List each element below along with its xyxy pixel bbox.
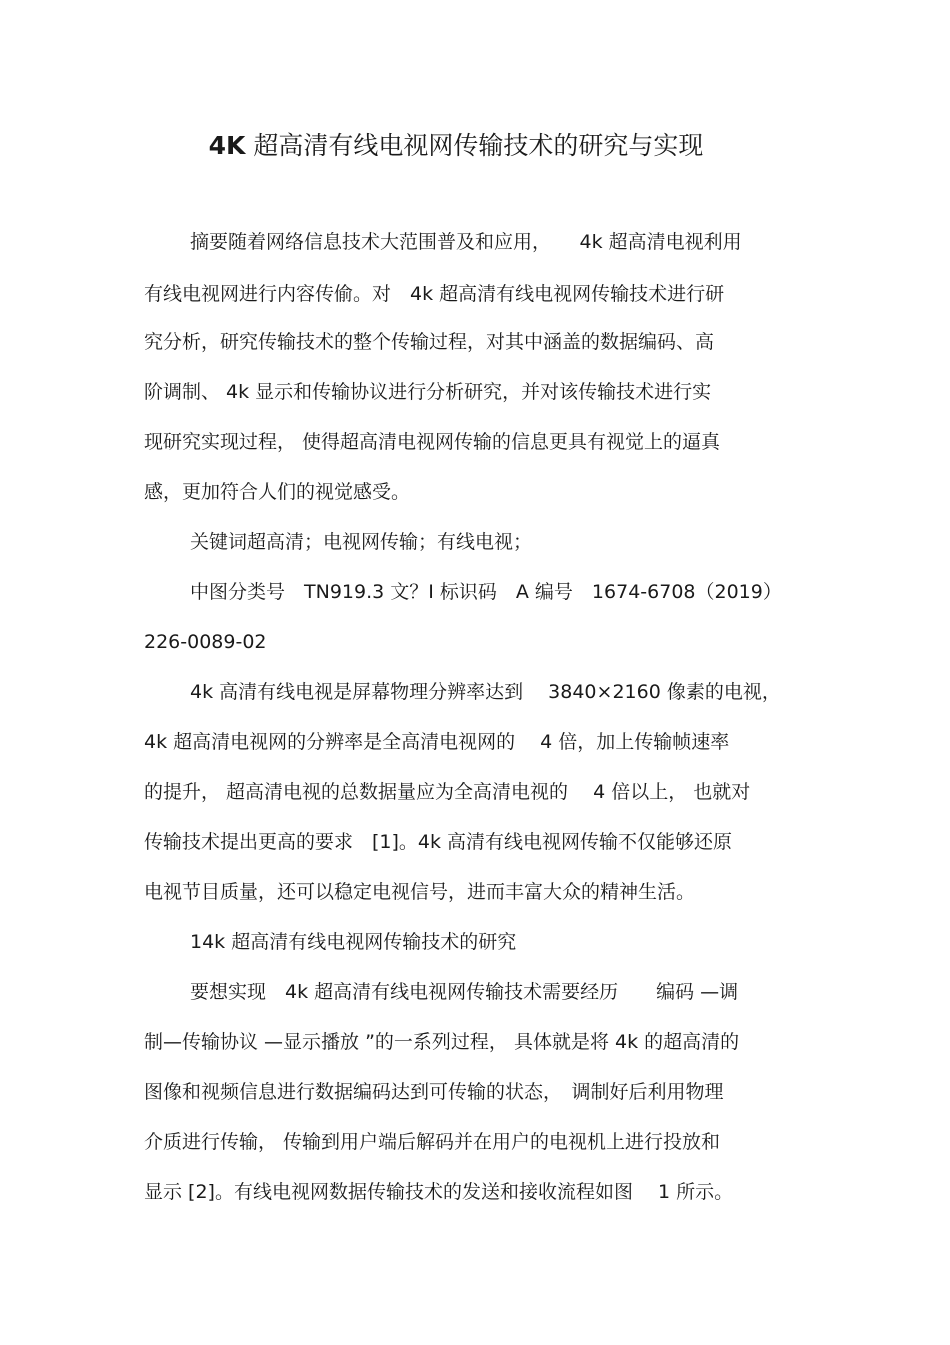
body-line: 传输技术提出更高的要求 [1]。4k 高清有线电视网传输不仅能够还原 [144,831,733,853]
body-line: 4k 高清有线电视是屏幕物理分辨率达到 3840×2160 像素的电视， [190,681,781,703]
body-line: 的提升， 超高清电视的总数据量应为全高清电视的 4 倍以上， 也就对 [144,781,751,803]
abstract-line: 现研究实现过程， 使得超高清电视网传输的信息更具有视觉上的逼真 [144,431,721,453]
body-line: 制—传输协议 —显示播放 ”的一系列过程， 具体就是将 4k 的超高清的 [144,1031,740,1053]
abstract-line: 阶调制、 4k 显示和传输协议进行分析研究，并对该传输技术进行实 [144,381,712,403]
classification-line: 226-0089-02 [144,631,267,653]
title-lead: 4K [208,131,246,160]
section-heading: 14k 超高清有线电视网传输技术的研究 [190,931,517,953]
title-text: 超高清有线电视网传输技术的研究与实现 [253,131,704,160]
body-line: 显示 [2]。有线电视网数据传输技术的发送和接收流程如图 1 所示。 [144,1181,734,1203]
body-line: 介质进行传输， 传输到用户端后解码并在用户的电视机上进行投放和 [144,1131,721,1153]
body-line: 要想实现 4k 超高清有线电视网传输技术需要经历 编码 —调 [190,981,739,1003]
document-title [0,126,912,166]
abstract-line: 有线电视网进行内容传偷。对 4k 超高清有线电视网传输技术进行研 [144,283,725,305]
body-line: 电视节目质量，还可以稳定电视信号，进而丰富大众的精神生活。 [144,881,696,903]
abstract-line: 究分析，研究传输技术的整个传输过程，对其中涵盖的数据编码、高 [144,331,715,353]
abstract-line: 感，更加符合人们的视觉感受。 [144,481,411,503]
abstract-line: 摘要随着网络信息技术大范围普及和应用， 4k 超高清电视利用 [190,231,742,253]
body-line: 图像和视频信息进行数据编码达到可传输的状态， 调制好后利用物理 [144,1081,724,1103]
keywords-line: 关键词超高清；电视网传输；有线电视； [190,531,533,553]
classification-line: 中图分类号 TN919.3 文？I 标识码 A 编号 1674-6708（2019） [190,581,782,603]
body-line: 4k 超高清电视网的分辨率是全高清电视网的 4 倍，加上传输帧速率 [144,731,730,753]
